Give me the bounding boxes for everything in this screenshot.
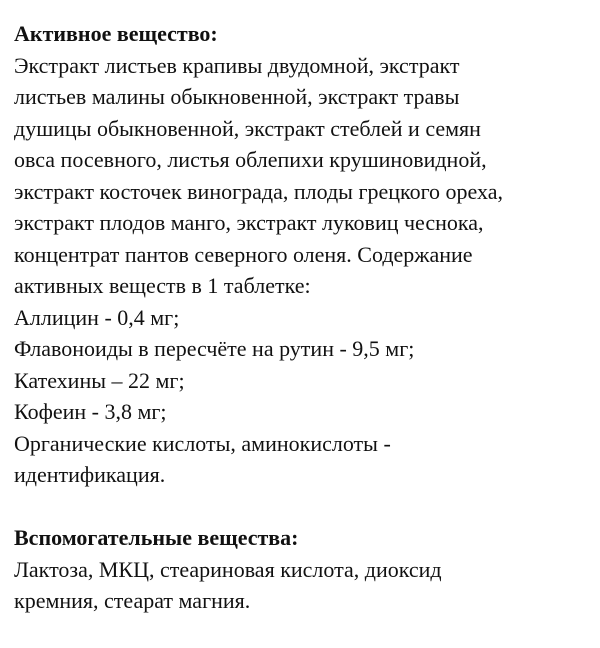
list-item-organic-acids: Органические кислоты, аминокислоты - идентификация. <box>14 430 391 487</box>
list-item-flavonoids: Флавоноиды в пересчёте на рутин - 9,5 мг; <box>14 336 415 361</box>
list-item-catechins: Катехины – 22 мг; <box>14 367 185 393</box>
section-spacer <box>14 491 594 523</box>
list-item-allicin: Аллицин - 0,4 мг; <box>14 304 180 330</box>
excipients-section <box>14 522 594 617</box>
document-page <box>14 18 594 617</box>
active-substance-list <box>14 302 594 491</box>
list-item-caffeine: Кофеин - 3,8 мг; <box>14 399 167 424</box>
active-substance-section <box>14 18 594 491</box>
active-substance-title: Активное вещество: <box>14 21 218 46</box>
active-substance-description: Экстракт листьев крапивы двудомной, экстракт листьев малины обыкновенной, экстракт травы душицы обыкновенной, экстракт стеблей и семян овса посевного, листья облепихи крушиновидной, экстракт косточек винограда, плоды грецкого ореха, экстракт плодов манго, экстракт луковиц чеснока, концентрат пантов северного оленя. Содержание активных веществ в 1 таблетке: <box>14 52 503 298</box>
excipients-title: Вспомогательные вещества: <box>14 525 299 550</box>
excipients-description: Лактоза, МКЦ, стеариновая кислота, диоксид кремния, стеарат магния. <box>14 556 442 613</box>
